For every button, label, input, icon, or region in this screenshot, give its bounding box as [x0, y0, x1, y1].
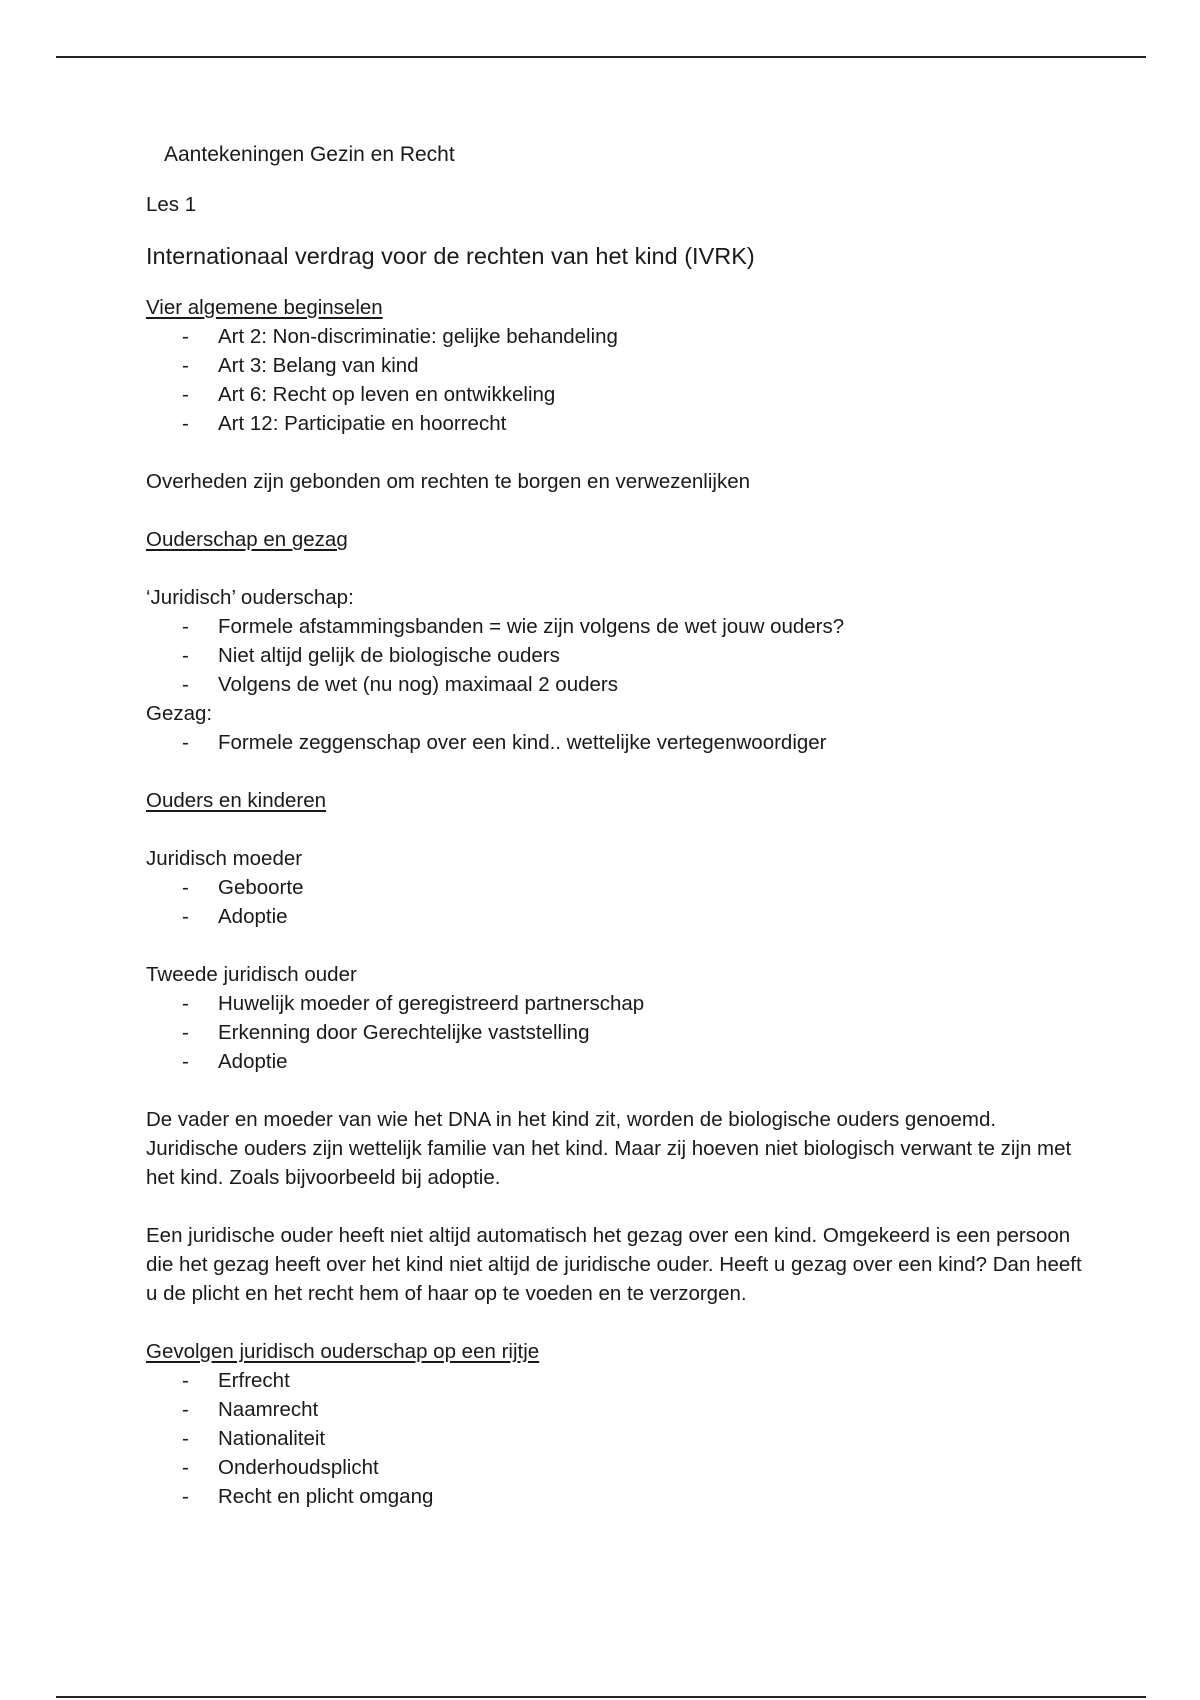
list-item: - Art 6: Recht op leven en ontwikkeling — [146, 380, 1086, 409]
list-item: - Nationaliteit — [146, 1424, 1086, 1453]
sub-label: Juridisch moeder — [146, 847, 303, 870]
list-item: - Huwelijk moeder of geregistreerd partnerschap — [146, 989, 1086, 1018]
list-item: - Art 12: Participatie en hoorrecht — [146, 409, 1086, 438]
bullet-dash: - — [182, 876, 189, 899]
bullet-dash: - — [182, 1369, 189, 1392]
body-paragraph: Een juridische ouder heeft niet altijd automatisch het gezag over een kind. Omgekeerd is een persoon die het gezag heeft over het kind niet altijd de juridische ouder. Heeft u gezag over een kind? Dan heeft u de plicht en het recht hem of haar op te voeden en te verzorgen. — [146, 1224, 1082, 1305]
bullet-dash: - — [182, 1427, 189, 1450]
section-heading: Vier algemene beginselen — [146, 296, 383, 319]
list-item: - Erkenning door Gerechtelijke vaststelling — [146, 1018, 1086, 1047]
list-item: - Adoptie — [146, 902, 1086, 931]
sub-label: Gezag: — [146, 702, 213, 725]
section-heading: Gevolgen juridisch ouderschap op een rijtje — [146, 1340, 540, 1363]
bullet-dash: - — [182, 1050, 189, 1073]
beginselen-list — [146, 322, 1086, 438]
list-item: - Art 2: Non-discriminatie: gelijke behandeling — [146, 322, 1086, 351]
bullet-dash: - — [182, 1021, 189, 1044]
bullet-dash: - — [182, 325, 189, 348]
statement-paragraph: Overheden zijn gebonden om rechten te borgen en verwezenlijken — [146, 470, 750, 493]
sub-label: Tweede juridisch ouder — [146, 963, 357, 986]
gevolgen-list — [146, 1366, 1086, 1511]
bullet-dash: - — [182, 731, 189, 754]
ouderschap-list — [146, 612, 1086, 699]
section-heading: Ouderschap en gezag — [146, 528, 348, 551]
list-item: - Naamrecht — [146, 1395, 1086, 1424]
list-item: - Niet altijd gelijk de biologische ouders — [146, 641, 1086, 670]
bullet-dash: - — [182, 1398, 189, 1421]
list-item: - Geboorte — [146, 873, 1086, 902]
main-heading: Internationaal verdrag voor de rechten van het kind (IVRK) — [146, 243, 755, 269]
bullet-dash: - — [182, 905, 189, 928]
document-title: Aantekeningen Gezin en Recht — [164, 143, 455, 166]
sub-label: ‘Juridisch’ ouderschap: — [146, 586, 354, 609]
section-beginselen — [146, 293, 1086, 438]
bullet-dash: - — [182, 992, 189, 1015]
bullet-dash: - — [182, 673, 189, 696]
bottom-rule — [56, 1696, 1146, 1698]
lesson-label: Les 1 — [146, 193, 197, 216]
list-item: - Formele zeggenschap over een kind.. wettelijke vertegenwoordiger — [146, 728, 1086, 757]
tweede-ouder-list — [146, 989, 1086, 1076]
section-heading: Ouders en kinderen — [146, 789, 327, 812]
document-page — [146, 140, 1086, 1511]
bullet-dash: - — [182, 615, 189, 638]
list-item: - Onderhoudsplicht — [146, 1453, 1086, 1482]
gezag-list — [146, 728, 1086, 757]
bullet-dash: - — [182, 1485, 189, 1508]
bullet-dash: - — [182, 354, 189, 377]
list-item: - Formele afstammingsbanden = wie zijn volgens de wet jouw ouders? — [146, 612, 1086, 641]
list-item: - Adoptie — [146, 1047, 1086, 1076]
list-item: - Volgens de wet (nu nog) maximaal 2 ouders — [146, 670, 1086, 699]
top-rule — [56, 56, 1146, 58]
list-item: - Erfrecht — [146, 1366, 1086, 1395]
bullet-dash: - — [182, 383, 189, 406]
bullet-dash: - — [182, 644, 189, 667]
bullet-dash: - — [182, 412, 189, 435]
list-item: - Recht en plicht omgang — [146, 1482, 1086, 1511]
bullet-dash: - — [182, 1456, 189, 1479]
moeder-list — [146, 873, 1086, 931]
body-paragraph: De vader en moeder van wie het DNA in het kind zit, worden de biologische ouders genoemd. Juridische ouders zijn wettelijk familie van het kind. Maar zij hoeven niet biologisch verwant te zijn met het kind. Zoals bijvoorbeeld bij adoptie. — [146, 1108, 1072, 1189]
list-item: - Art 3: Belang van kind — [146, 351, 1086, 380]
